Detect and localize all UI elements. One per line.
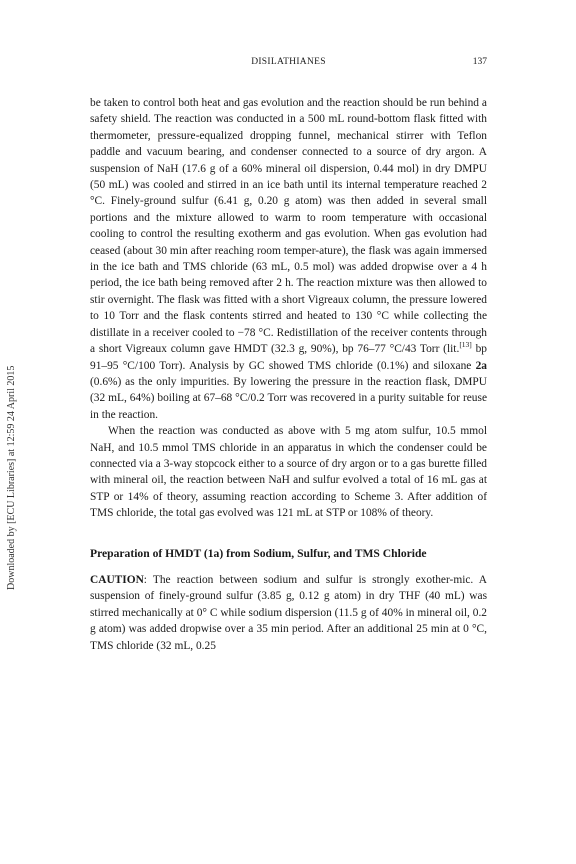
download-watermark: Downloaded by [ECU Libraries] at 12:59 24 April 2015 bbox=[6, 365, 17, 590]
reference-mark: [13] bbox=[459, 340, 472, 350]
compound-label: 2a bbox=[475, 359, 487, 372]
paragraph-text: (0.6%) as the only impurities. By lowering the pressure in the reaction flask, DMPU (32 mL, 64%) boiling at 67–68 °C/0.2 Torr was recovered in a purity suitable for reuse in the reaction. bbox=[90, 375, 487, 421]
running-title: DISILATHIANES bbox=[251, 57, 326, 67]
page-number: 137 bbox=[472, 57, 487, 67]
body-text bbox=[90, 95, 487, 654]
paragraph bbox=[90, 572, 487, 654]
caution-label: CAUTION bbox=[90, 573, 144, 586]
running-header bbox=[90, 57, 487, 71]
paragraph: When the reaction was conducted as above with 5 mg atom sulfur, 10.5 mmol NaH, and 10.5 mmol TMS chloride in an apparatus in which the condenser could be connected via a 3-way stopcock either to a source of dry argon or to a gas burette filled with mineral oil, the reaction between NaH and sulfur evolved a total of 16 mL gas at STP or 14% of theory, assuming reaction according to Scheme 3. After addition of TMS chloride, the total gas evolved was 121 mL at STP or 108% of theory. bbox=[90, 425, 487, 520]
section-heading: Preparation of HMDT (1a) from Sodium, Sulfur, and TMS Chloride bbox=[90, 546, 427, 560]
paragraph-text: bp 91–95 °C/100 Torr). Analysis by GC showed TMS chloride (0.1%) and siloxane bbox=[90, 343, 487, 372]
paragraph-text: : The reaction between sodium and sulfur is strongly exother-mic. A suspension of finely-ground sulfur (3.85 g, 0.12 g atom) in dry THF (40 mL) was stirred mechanically at 0° C while sodium dispersion (11.5 g of 40% in mineral oil, 0.2 g atom) was added dropwise over a 35 min period. After an additional 25 min at 0 °C, TMS chloride (32 mL, 0.25 bbox=[90, 573, 487, 652]
paragraph bbox=[90, 95, 487, 423]
paragraph-text: be taken to control both heat and gas evolution and the reaction should be run behind a safety shield. The reaction was conducted in a 500 mL round-bottom flask fitted with thermometer, pressure-equalized dropping funnel, mechanical stirrer with Teflon paddle and vacuum bearing, and condenser connected to a source of dry argon. A suspension of NaH (17.6 g of a 60% mineral oil dispersion, 0.44 mol) in dry DMPU (50 mL) was cooled and stirred in an ice bath until its internal temperature reached 2 °C. Finely-ground sulfur (6.41 g, 0.20 g atom) was then added in several small portions and the mixture allowed to warm to room temperature with occasional cooling to control the resulting exotherm and gas evolution. When gas evolution had ceased (about 30 min after reaching room temper-ature), the flask was again immersed in the ice bath and TMS chloride (63 mL, 0.5 mol) was added dropwise over a 4 h period, the ice bath being removed after 2 h. The reaction mixture was then allowed to stir overnight. The flask was fitted with a short Vigreaux column, the pressure lowered to 10 Torr and the flask contents stirred and heated to 130 °C while collecting the distillate in a receiver cooled to −78 °C. Redistillation of the receiver contents through a short Vigreaux column gave HMDT (32.3 g, 90%), bp 76–77 °C/43 Torr (lit. bbox=[90, 97, 487, 356]
